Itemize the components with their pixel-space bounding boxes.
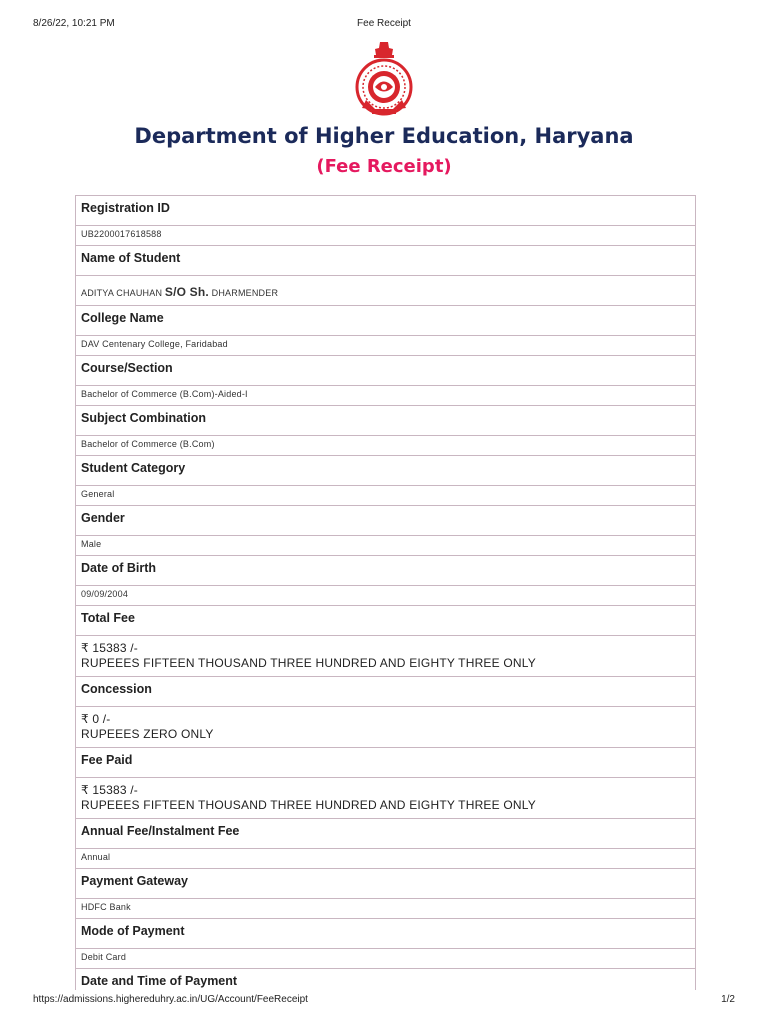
page-title: Department of Higher Education, Haryana	[134, 124, 634, 148]
college-name-value: DAV Centenary College, Faridabad	[81, 339, 228, 349]
field-label: Subject Combination	[81, 411, 206, 425]
payment-gateway-row	[76, 868, 695, 898]
print-footer	[33, 994, 735, 1008]
fee-type-row	[76, 818, 695, 848]
subject-combination-row	[76, 405, 695, 435]
subject-combination-value-row	[76, 435, 695, 455]
haryana-emblem-logo	[354, 40, 414, 116]
field-label: Payment Gateway	[81, 874, 188, 888]
concession-value-row	[76, 706, 695, 747]
registration-id-value: UB2200017618588	[81, 229, 162, 239]
field-label: Total Fee	[81, 611, 135, 625]
fee-paid-words: RUPEEES FIFTEEN THOUSAND THREE HUNDRED AND EIGHTY THREE ONLY	[81, 798, 536, 812]
course-section-value-row	[76, 385, 695, 405]
gender-value-row	[76, 535, 695, 555]
page-url: https://admissions.highereduhry.ac.in/UG/Account/FeeReceipt	[33, 994, 308, 1005]
total-fee-value-row	[76, 635, 695, 676]
registration-id-value-row	[76, 225, 695, 245]
student-category-row	[76, 455, 695, 485]
field-label: Mode of Payment	[81, 924, 185, 938]
page-number: 1/2	[721, 994, 735, 1005]
payment-gateway-value: HDFC Bank	[81, 902, 131, 912]
field-label: Date and Time of Payment	[81, 974, 238, 988]
student-name-row	[76, 245, 695, 275]
gender-row	[76, 505, 695, 535]
concession-amount: ₹ 0 /-	[81, 712, 111, 726]
college-name-row	[76, 305, 695, 335]
field-label: Course/Section	[81, 361, 173, 375]
fee-paid-value	[76, 778, 695, 818]
student-category-value: General	[81, 489, 115, 499]
fee-receipt-table	[75, 195, 696, 990]
father-name: DHARMENDER	[211, 288, 279, 298]
print-title: Fee Receipt	[357, 18, 411, 29]
field-label: College Name	[81, 311, 164, 325]
student-category-value-row	[76, 485, 695, 505]
field-label: Concession	[81, 682, 152, 696]
mode-of-payment-value: Debit Card	[81, 952, 127, 962]
mode-of-payment-value-row	[76, 948, 695, 968]
fee-paid-row	[76, 747, 695, 777]
fee-paid-value-row	[76, 777, 695, 818]
mode-of-payment-row	[76, 918, 695, 948]
date-of-birth-row	[76, 555, 695, 585]
student-name: ADITYA CHAUHAN	[81, 288, 163, 298]
payment-gateway-value-row	[76, 898, 695, 918]
field-label: Date of Birth	[81, 561, 156, 575]
relation-label: S/O Sh.	[164, 285, 209, 299]
field-label: Registration ID	[81, 201, 170, 215]
total-fee-words: RUPEEES FIFTEEN THOUSAND THREE HUNDRED AND EIGHTY THREE ONLY	[81, 656, 536, 670]
course-section-row	[76, 355, 695, 385]
page-subtitle: (Fee Receipt)	[316, 156, 452, 177]
field-label: Gender	[81, 511, 125, 525]
field-label: Student Category	[81, 461, 186, 475]
concession-row	[76, 676, 695, 706]
total-fee-amount: ₹ 15383 /-	[81, 641, 139, 655]
fee-type-value-row	[76, 848, 695, 868]
print-header	[33, 18, 735, 32]
student-name-value-row	[76, 275, 695, 305]
date-of-birth-value-row	[76, 585, 695, 605]
registration-id-row	[76, 195, 695, 225]
payment-datetime-row	[76, 968, 695, 990]
field-label: Annual Fee/Instalment Fee	[81, 824, 240, 838]
subject-combination-value: Bachelor of Commerce (B.Com)	[81, 439, 215, 449]
college-name-value-row	[76, 335, 695, 355]
concession-value	[76, 707, 695, 747]
fee-paid-amount: ₹ 15383 /-	[81, 783, 139, 797]
gender-value: Male	[81, 539, 102, 549]
student-name-value	[76, 276, 695, 305]
field-label: Name of Student	[81, 251, 181, 265]
field-label: Fee Paid	[81, 753, 133, 767]
total-fee-value	[76, 636, 695, 676]
total-fee-row	[76, 605, 695, 635]
date-of-birth-value: 09/09/2004	[81, 589, 129, 599]
course-section-value: Bachelor of Commerce (B.Com)-Aided-I	[81, 389, 248, 399]
concession-words: RUPEEES ZERO ONLY	[81, 727, 214, 741]
print-date: 8/26/22, 10:21 PM	[33, 18, 115, 29]
fee-type-value: Annual	[81, 852, 111, 862]
